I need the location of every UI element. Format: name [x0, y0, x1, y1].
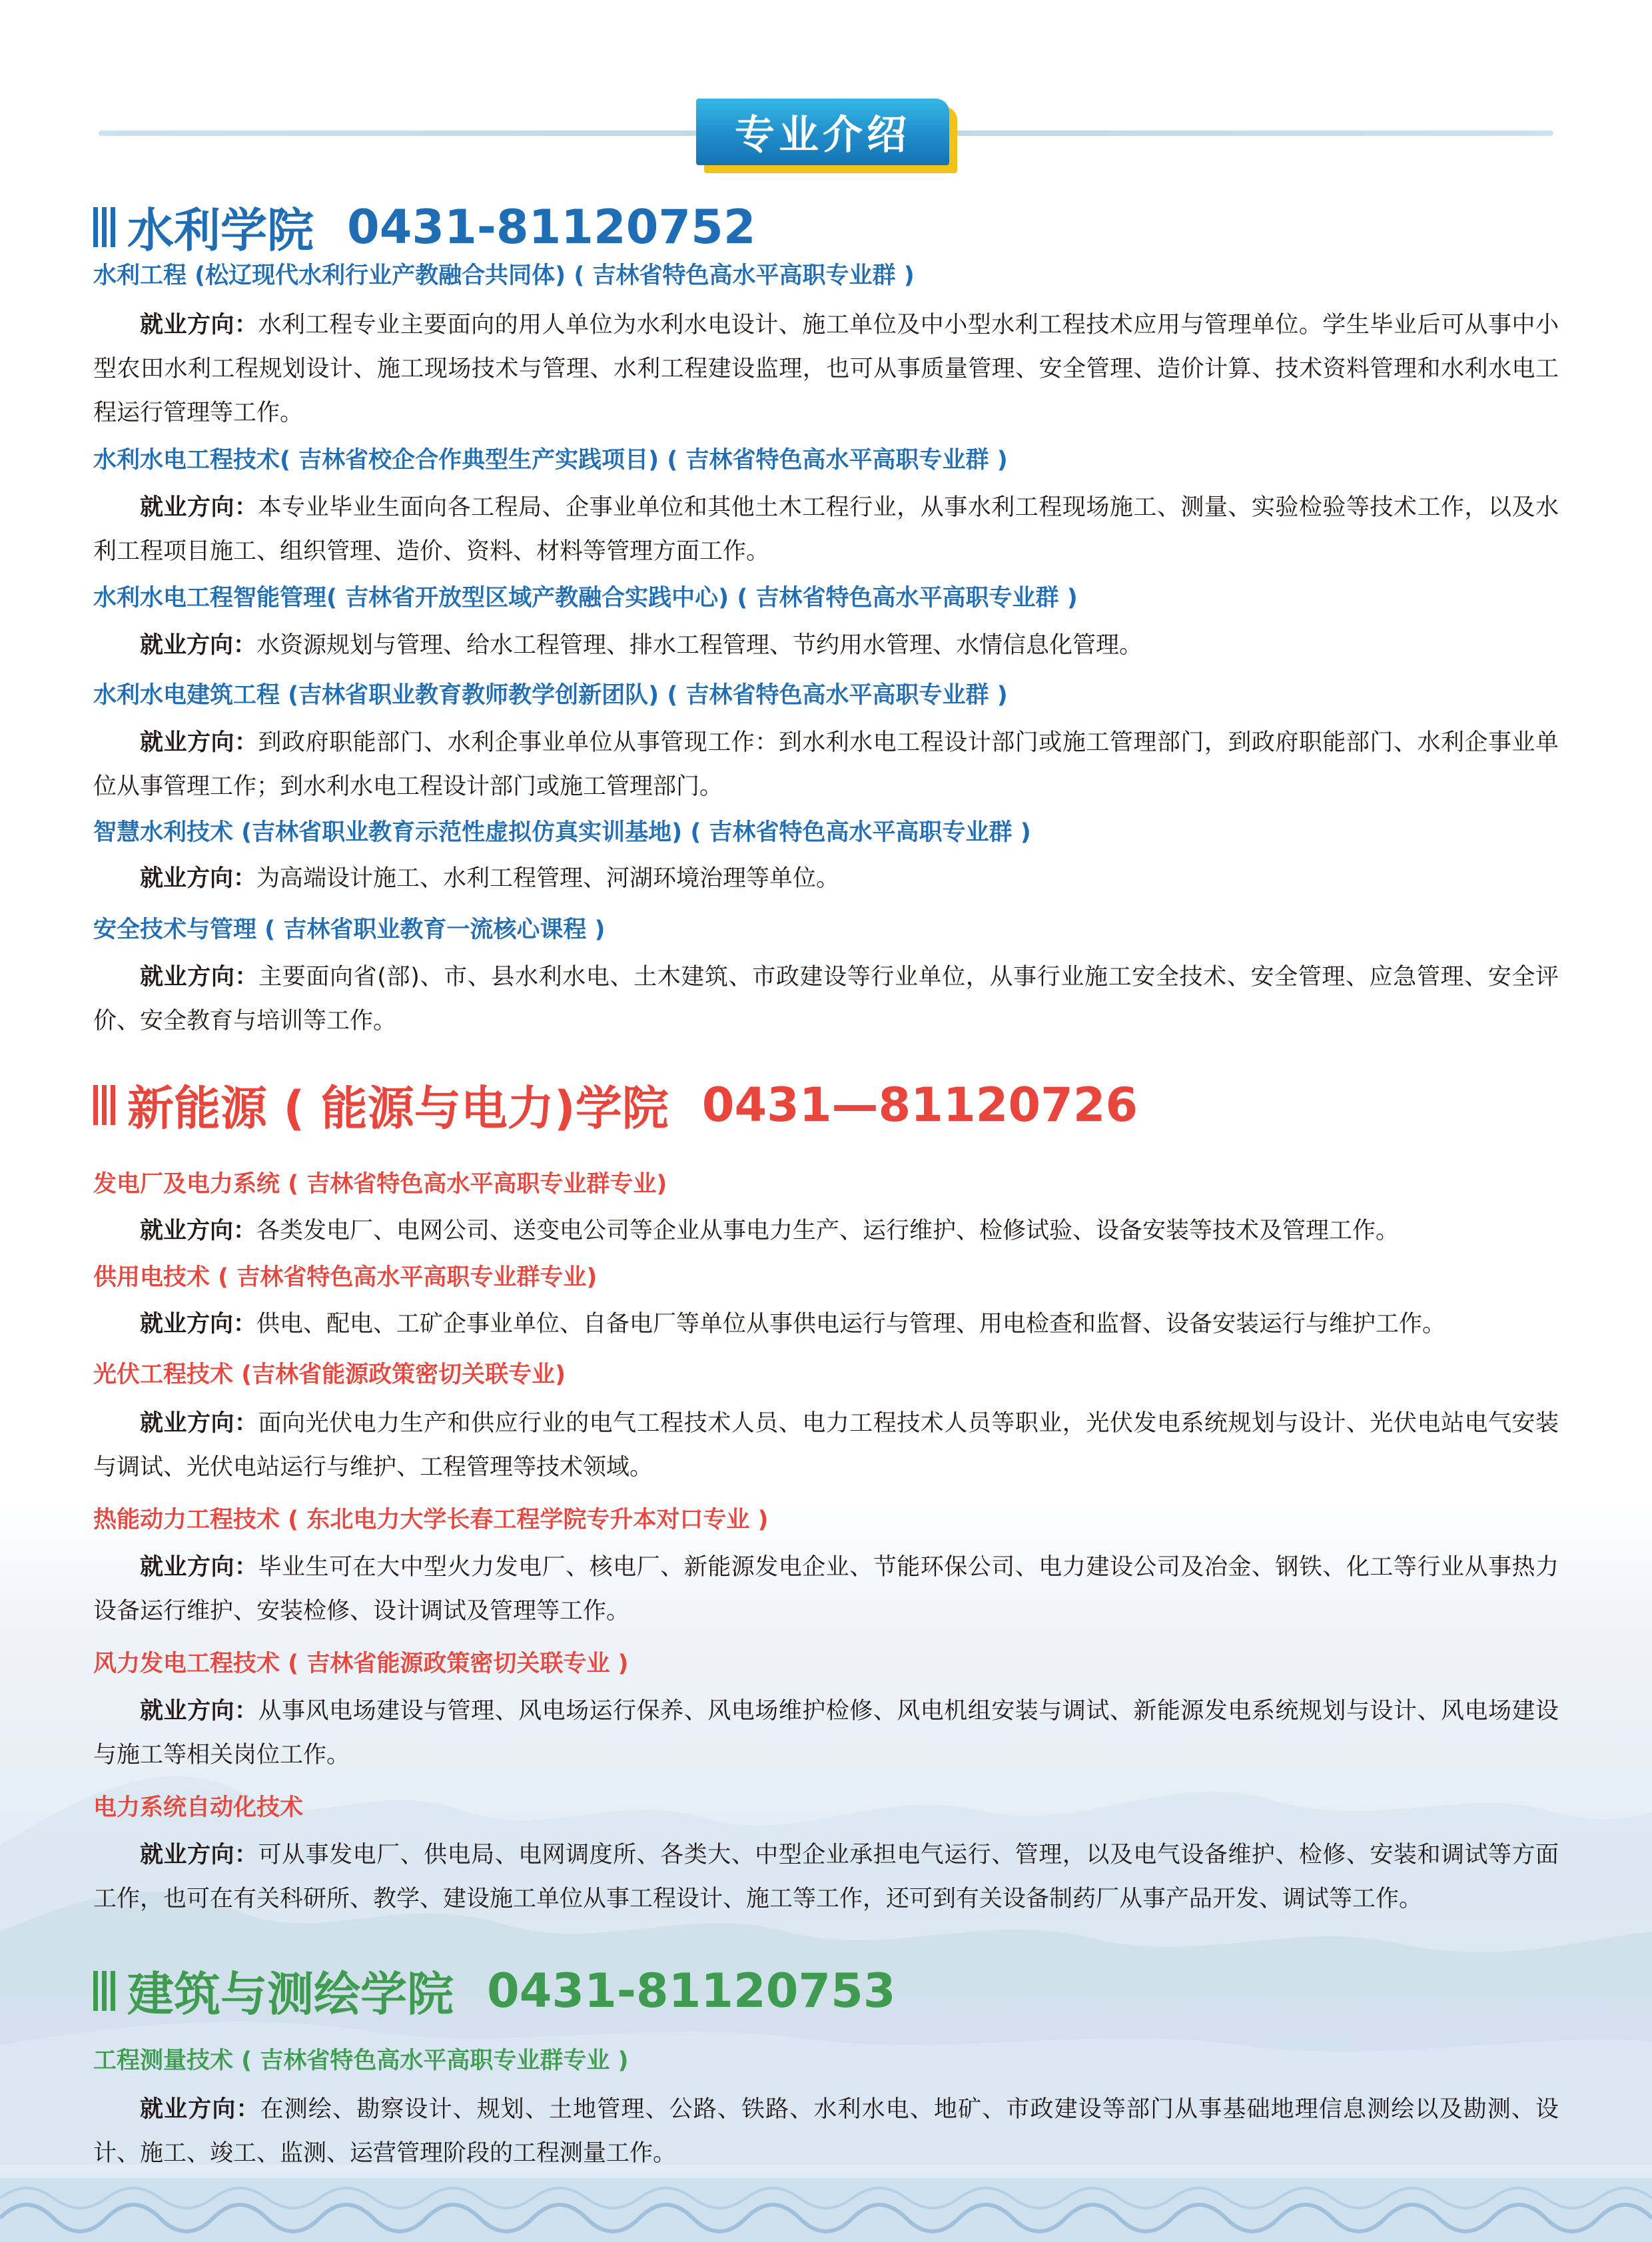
section-title-badge [696, 99, 956, 168]
badge-face [696, 99, 949, 165]
employment-label: 就业方向： [140, 1698, 258, 1724]
employment-label: 就业方向： [140, 1311, 257, 1337]
description-text: 毕业生可在大中型火力发电厂、核电厂、新能源发电企业、节能环保公司、电力建设公司及冶金、钢铁、化工等行业从事热力设备运行维护、安装检修、设计调试及管理等工作。 [93, 1554, 1559, 1625]
description-text: 本专业毕业生面向各工程局、企事业单位和其他土木工程行业，从事水利工程现场施工、测量、实验检验等技术工作，以及水利工程项目施工、组织管理、造价、资料、材料等管理方面工作。 [93, 494, 1559, 565]
description-text: 水资源规划与管理、给水工程管理、排水工程管理、节约用水管理、水情信息化管理。 [256, 632, 1143, 659]
college-heading-water [93, 193, 756, 260]
heading-bars-icon [93, 207, 115, 247]
heading-bars-icon [93, 1085, 115, 1125]
employment-label: 就业方向： [140, 1410, 258, 1437]
major-description [93, 303, 1559, 435]
description-text: 各类发电厂、电网公司、送变电公司等企业从事电力生产、运行维护、检修试验、设备安装等技术及管理工作。 [256, 1218, 1400, 1244]
description-text: 面向光伏电力生产和供应行业的电气工程技术人员、电力工程技术人员等职业，光伏发电系统规划与设计、光伏电站电气安装与调试、光伏电站运行与维护、工程管理等技术领域。 [93, 1410, 1559, 1481]
college-phone: 0431-81120752 [347, 199, 756, 254]
employment-label: 就业方向： [140, 632, 257, 659]
college-name: 水利学院 [127, 203, 314, 258]
employment-label: 就业方向： [140, 964, 259, 990]
major-description [93, 955, 1559, 1043]
major-title: 水利水电建筑工程 (吉林省职业教育教师教学创新团队) ( 吉林省特色高水平高职专业群 ) [93, 682, 1008, 709]
college-phone: 0431-81120753 [487, 1963, 896, 2018]
major-description [93, 857, 1559, 901]
major-description [93, 721, 1559, 809]
major-title: 风力发电工程技术 ( 吉林省能源政策密切关联专业 ) [93, 1651, 629, 1677]
major-description [93, 1545, 1559, 1633]
major-title: 水利水电工程智能管理( 吉林省开放型区域产教融合实践中心) ( 吉林省特色高水平高职专业群 ) [93, 585, 1078, 611]
major-description [93, 1833, 1559, 1921]
major-title: 水利工程 (松辽现代水利行业产教融合共同体) ( 吉林省特色高水平高职专业群 ) [93, 262, 915, 289]
college-phone: 0431—81120726 [701, 1077, 1138, 1132]
wave-pattern-band [0, 2178, 1652, 2242]
employment-label: 就业方向： [140, 729, 258, 756]
employment-label: 就业方向： [140, 312, 258, 338]
major-description [93, 623, 1559, 667]
page-title: 专业介绍 [735, 112, 911, 159]
description-text: 在测绘、勘察设计、规划、土地管理、公路、铁路、水利水电、地矿、市政建设等部门从事基础地理信息测绘以及勘测、设计、施工、竣工、监测、运营管理阶段的工程测量工作。 [93, 2096, 1559, 2167]
major-description [93, 1689, 1559, 1777]
major-description [93, 1209, 1559, 1253]
college-heading-architecture [93, 1957, 896, 2024]
description-text: 水利工程专业主要面向的用人单位为水利水电设计、施工单位及中小型水利工程技术应用与管理单位。学生毕业后可从事中小型农田水利工程规划设计、施工现场技术与管理、水利工程建设监理，也可从事质量管理、安全管理、造价计算、技术资料管理和水利水电工程运行管理等工作。 [93, 312, 1559, 426]
employment-label: 就业方向： [140, 494, 258, 521]
major-title: 水利水电工程技术( 吉林省校企合作典型生产实践项目) ( 吉林省特色高水平高职专业群 ) [93, 447, 1008, 474]
employment-label: 就业方向： [140, 1218, 257, 1244]
major-title: 光伏工程技术 (吉林省能源政策密切关联专业) [93, 1361, 566, 1388]
major-description [93, 2087, 1559, 2175]
major-title: 智慧水利技术 (吉林省职业教育示范性虚拟仿真实训基地) ( 吉林省特色高水平高职专业群 ) [93, 819, 1031, 846]
major-title: 供用电技术 ( 吉林省特色高水平高职专业群专业) [93, 1264, 598, 1291]
major-title: 安全技术与管理 ( 吉林省职业教育一流核心课程 ) [93, 917, 606, 943]
description-text: 从事风电场建设与管理、风电场运行保养、风电场维护检修、风电机组安装与调试、新能源发电系统规划与设计、风电场建设与施工等相关岗位工作。 [93, 1698, 1559, 1768]
college-name: 建筑与测绘学院 [127, 1967, 454, 2022]
employment-label: 就业方向： [140, 2096, 260, 2123]
major-description [93, 1302, 1559, 1346]
major-title: 热能动力工程技术 ( 东北电力大学长春工程学院专升本对口专业 ) [93, 1507, 769, 1533]
description-text: 供电、配电、工矿企事业单位、自备电厂等单位从事供电运行与管理、用电检查和监督、设备安装运行与维护工作。 [256, 1311, 1446, 1337]
major-title: 发电厂及电力系统 ( 吉林省特色高水平高职专业群专业) [93, 1171, 667, 1198]
major-title: 工程测量技术 ( 吉林省特色高水平高职专业群专业 ) [93, 2048, 629, 2074]
major-description [93, 1401, 1559, 1489]
employment-label: 就业方向： [140, 865, 257, 892]
employment-label: 就业方向： [140, 1842, 258, 1868]
description-text: 可从事发电厂、供电局、电网调度所、各类大、中型企业承担电气运行、管理，以及电气设备维护、检修、安装和调试等方面工作，也可在有关科研所、教学、建设施工单位从事工程设计、施工等工作，还可到有关设备制药厂从事产品开发、调试等工作。 [93, 1842, 1559, 1912]
college-name: 新能源 ( 能源与电力)学院 [127, 1081, 669, 1136]
description-text: 为高端设计施工、水利工程管理、河湖环境治理等单位。 [256, 865, 840, 892]
college-heading-energy [93, 1071, 1138, 1138]
major-description [93, 486, 1559, 573]
employment-label: 就业方向： [140, 1554, 258, 1581]
description-text: 到政府职能部门、水利企事业单位从事管现工作：到水利水电工程设计部门或施工管理部门，到政府职能部门、水利企事业单位从事管理工作；到水利水电工程设计部门或施工管理部门。 [93, 729, 1559, 800]
description-text: 主要面向省(部)、市、县水利水电、土木建筑、市政建设等行业单位，从事行业施工安全技术、安全管理、应急管理、安全评价、安全教育与培训等工作。 [93, 964, 1559, 1034]
major-title: 电力系统自动化技术 [93, 1794, 304, 1821]
heading-bars-icon [93, 1971, 115, 2011]
